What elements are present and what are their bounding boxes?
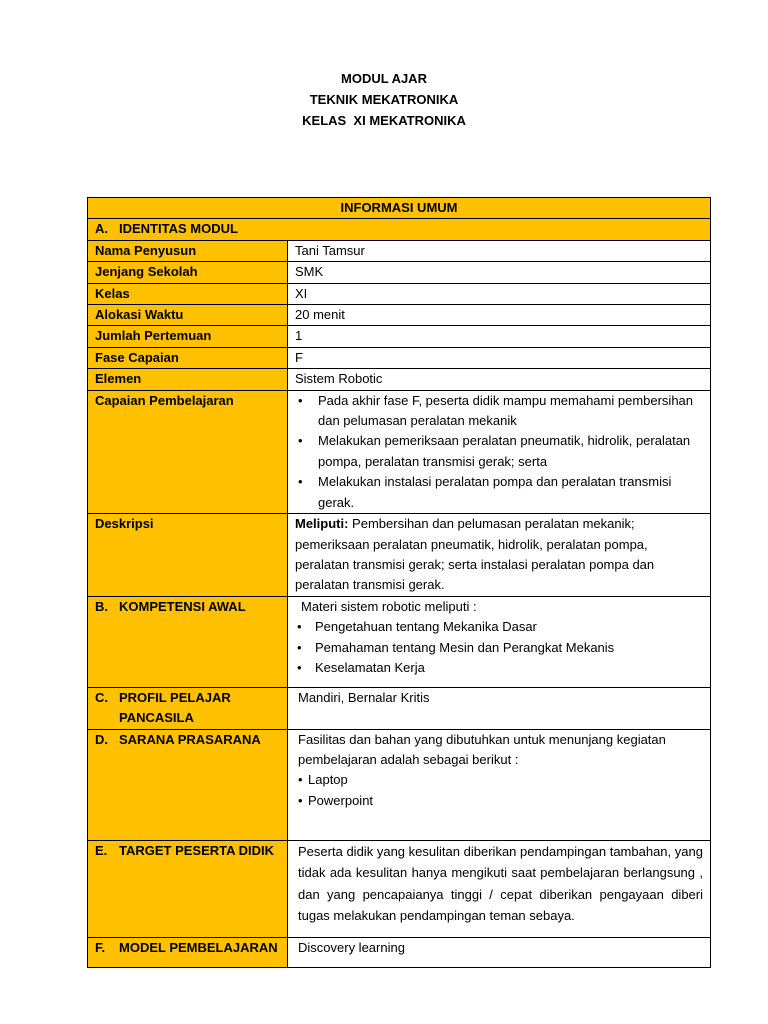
sarana-list (295, 770, 703, 811)
deskripsi-value (288, 514, 711, 597)
sarana-label: SARANA PRASARANA (119, 731, 261, 747)
section-f-letter: F. (95, 939, 106, 955)
table-row (88, 305, 711, 326)
profil-value-text: Mandiri, Bernalar Kritis (298, 689, 430, 705)
kompetensi-intro: Materi sistem robotic meliputi : (301, 598, 477, 614)
sarana-label-cell (88, 729, 288, 840)
sarana-intro: Fasilitas dan bahan yang dibutuhkan untuk menunjang kegiatan pembelajaran adalah sebagai berikut : (298, 731, 666, 767)
list-item: • Laptop (298, 770, 703, 790)
informasi-umum-table (87, 197, 711, 968)
target-row (88, 840, 711, 937)
list-item: • Pemahaman tentang Mesin dan Perangkat Mekanis (295, 638, 703, 658)
deskripsi-row (88, 514, 711, 597)
list-item: • Pengetahuan tentang Mekanika Dasar (295, 617, 703, 637)
kompetensi-label: KOMPETENSI AWAL (119, 598, 246, 614)
capaian-value (288, 390, 711, 513)
model-row (88, 937, 711, 967)
target-value (288, 840, 711, 937)
list-item: • Pada akhir fase F, peserta didik mampu memahami pembersihan dan pelumasan peralatan mekanik (295, 391, 703, 432)
profil-label-line2: PANCASILA (119, 710, 194, 726)
row-label-alokasi-waktu: Alokasi Waktu (88, 305, 288, 326)
capaian-row (88, 390, 711, 513)
section-a-row (88, 219, 711, 240)
model-value (288, 937, 711, 967)
kompetensi-label-cell (88, 596, 288, 687)
row-value-nama-penyusun: Tani Tamsur (288, 240, 711, 261)
sarana-row (88, 729, 711, 840)
section-e-letter: E. (95, 842, 108, 858)
row-value-elemen: Sistem Robotic (288, 369, 711, 390)
profil-label-line1: PROFIL PELAJAR (119, 689, 231, 705)
list-item: • Keselamatan Kerja (295, 658, 703, 678)
section-b-letter: B. (95, 598, 108, 614)
row-label-fase-capaian: Fase Capaian (88, 347, 288, 368)
table-row (88, 369, 711, 390)
row-label-jenjang-sekolah: Jenjang Sekolah (88, 262, 288, 283)
profil-row (88, 687, 711, 729)
row-label-kelas: Kelas (88, 283, 288, 304)
section-a-label: IDENTITAS MODUL (119, 221, 238, 237)
row-value-jumlah-pertemuan: 1 (288, 326, 711, 347)
list-item: • Melakukan instalasi peralatan pompa dan peralatan transmisi gerak. (295, 472, 703, 513)
row-value-jenjang-sekolah: SMK (288, 262, 711, 283)
title-line-2: TEKNIK MEKATRONIKA (309, 92, 459, 107)
list-item: • Melakukan pemeriksaan peralatan pneumatik, hidrolik, peralatan pompa, peralatan transmisi gerak; serta (295, 431, 703, 472)
model-label-cell (88, 937, 288, 967)
deskripsi-lead: Meliputi: (295, 516, 349, 532)
table-heading: INFORMASI UMUM (88, 198, 711, 219)
model-value-text: Discovery learning (298, 939, 405, 955)
table-row (88, 240, 711, 261)
profil-label-cell (88, 687, 288, 729)
kompetensi-value (288, 596, 711, 687)
capaian-list (295, 391, 703, 513)
target-text: Peserta didik yang kesulitan diberikan pendampingan tambahan, yang tidak ada kesulitan hanya mengikuti saat pembelajaran berlangsung , dan yang pencapaianya tinggi / cepat diberikan pengayaan diberi tugas melakukan pendampingan teman sebaya. (298, 843, 703, 924)
table-row (88, 347, 711, 368)
row-value-fase-capaian: F (288, 347, 711, 368)
row-label-jumlah-pertemuan: Jumlah Pertemuan (88, 326, 288, 347)
table-row (88, 326, 711, 347)
capaian-label: Capaian Pembelajaran (88, 390, 288, 513)
title-line-1: MODUL AJAR (341, 71, 427, 86)
list-item: • Powerpoint (298, 791, 703, 811)
row-label-nama-penyusun: Nama Penyusun (88, 240, 288, 261)
kompetensi-list (295, 617, 703, 678)
sarana-value (288, 729, 711, 840)
section-a-title (88, 219, 711, 240)
kompetensi-row (88, 596, 711, 687)
target-label: TARGET PESERTA DIDIK (119, 842, 275, 858)
row-value-alokasi-waktu: 20 menit (288, 305, 711, 326)
target-label-cell (88, 840, 288, 937)
row-label-elemen: Elemen (88, 369, 288, 390)
table-row (88, 262, 711, 283)
table-row (88, 283, 711, 304)
section-c-letter: C. (95, 689, 108, 705)
title-line-3: KELAS XI MEKATRONIKA (302, 113, 466, 128)
table-heading-row (88, 198, 711, 219)
deskripsi-label: Deskripsi (88, 514, 288, 597)
deskripsi-text: Pembersihan dan pelumasan peralatan mekanik; pemeriksaan peralatan pneumatik, hidrolik, peralatan pompa, peralatan transmisi gerak; serta instalasi peralatan pompa dan peralatan transmisi gerak. (295, 516, 655, 593)
row-value-kelas: XI (288, 283, 711, 304)
document-title (0, 68, 768, 131)
profil-value (288, 687, 711, 729)
model-label: MODEL PEMBELAJARAN (119, 939, 278, 955)
section-a-letter: A. (95, 221, 108, 237)
section-d-letter: D. (95, 731, 108, 747)
